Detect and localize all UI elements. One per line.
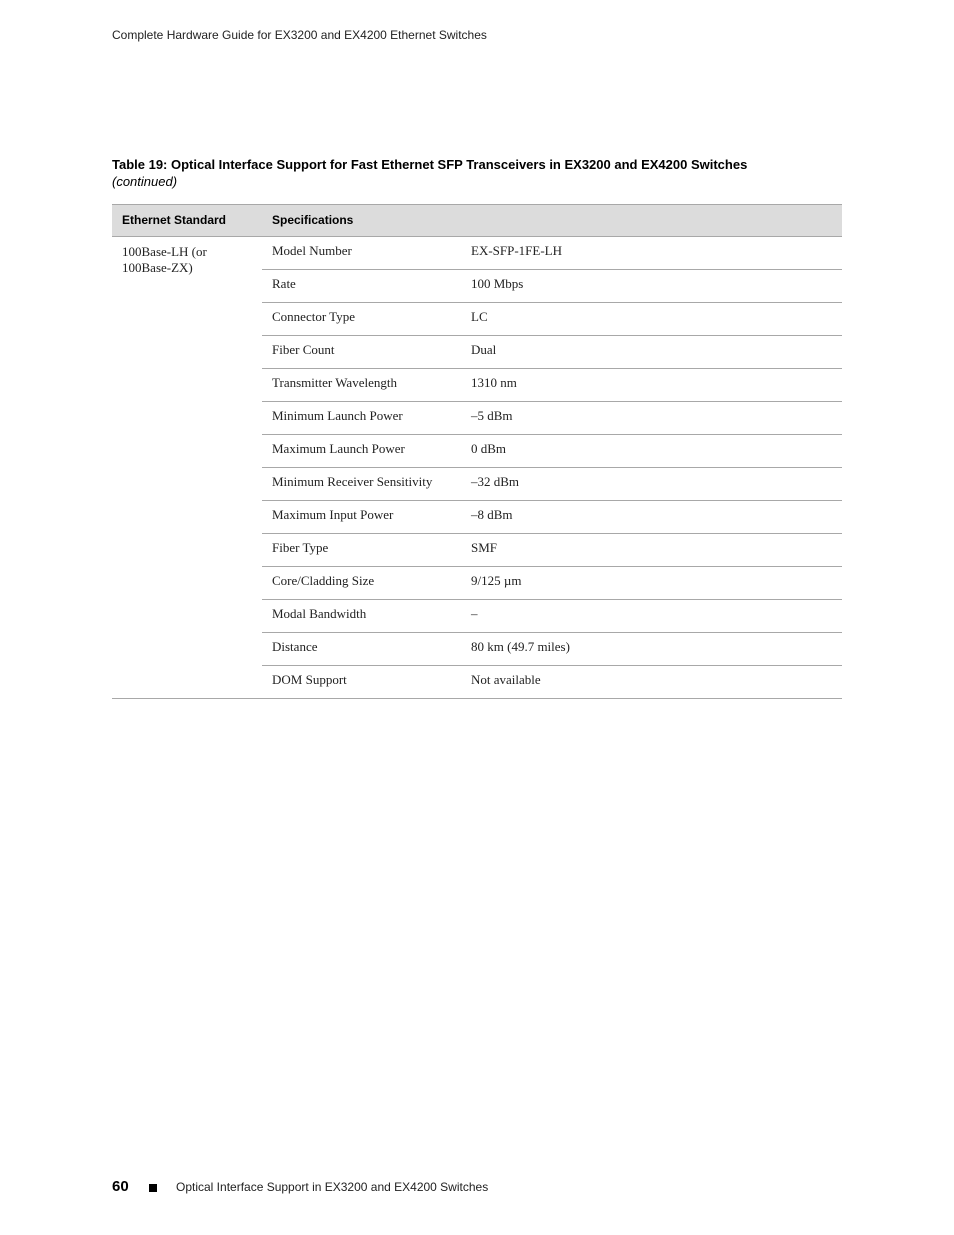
spec-name: Maximum Input Power: [272, 507, 394, 522]
table-row: [262, 336, 842, 369]
spec-value: 80 km (49.7 miles): [471, 639, 570, 654]
spec-value: –32 dBm: [471, 474, 520, 489]
table-body: [112, 237, 842, 699]
table-row: [262, 666, 842, 699]
table-caption-continued: (continued): [112, 174, 178, 189]
spec-value: 100 Mbps: [471, 276, 524, 291]
spec-value: SMF: [471, 540, 498, 555]
table-row: [262, 567, 842, 600]
spec-value: 0 dBm: [471, 441, 507, 456]
spec-value: Dual: [471, 342, 497, 357]
spec-value: 1310 nm: [471, 375, 517, 390]
table-row: [262, 270, 842, 303]
spec-name: Fiber Count: [272, 342, 335, 357]
spec-name: Distance: [272, 639, 318, 654]
table-row: [262, 534, 842, 567]
table-row: [262, 435, 842, 468]
square-bullet-icon: [149, 1184, 157, 1192]
spec-value: 9/125 µm: [471, 573, 522, 588]
spec-value: LC: [471, 309, 488, 324]
column-header-specifications: Specifications: [272, 213, 354, 227]
spec-name: Fiber Type: [272, 540, 329, 555]
table-row: [262, 633, 842, 666]
table-row: [262, 369, 842, 402]
table-row: [262, 468, 842, 501]
spec-name: Modal Bandwidth: [272, 606, 367, 621]
running-header: Complete Hardware Guide for EX3200 and EX4200 Ethernet Switches: [112, 28, 487, 42]
table-row: [262, 237, 842, 270]
spec-name: Connector Type: [272, 309, 355, 324]
table-row: [262, 303, 842, 336]
spec-value: Not available: [471, 672, 541, 687]
spec-name: Rate: [272, 276, 296, 291]
page-number: 60: [112, 1178, 129, 1195]
spec-name: DOM Support: [272, 672, 347, 687]
spec-name: Core/Cladding Size: [272, 573, 375, 588]
spec-name: Transmitter Wavelength: [272, 375, 397, 390]
ethernet-standard-cell: 100Base-LH (or 100Base-ZX): [122, 244, 207, 275]
table-row: [262, 501, 842, 534]
footer-section-title: Optical Interface Support in EX3200 and EX4200 Switches: [176, 1180, 489, 1194]
spec-name: Model Number: [272, 243, 352, 258]
table-row: [262, 600, 842, 633]
column-header-ethernet-standard: Ethernet Standard: [122, 213, 227, 227]
table-row: [262, 402, 842, 435]
spec-name: Minimum Launch Power: [272, 408, 403, 423]
table-header-row: [112, 204, 842, 237]
spec-table: [112, 204, 842, 699]
spec-value: –8 dBm: [471, 507, 513, 522]
spec-name: Maximum Launch Power: [272, 441, 405, 456]
table-caption-label: Table 19: Optical Interface Support for Fast Ethernet SFP Transceivers in EX3200 and EX4200 Switches: [112, 157, 748, 172]
spec-value: –5 dBm: [471, 408, 513, 423]
spec-name: Minimum Receiver Sensitivity: [272, 474, 433, 489]
spec-value: –: [471, 606, 478, 621]
table-caption: [112, 156, 812, 190]
spec-value: EX-SFP-1FE-LH: [471, 243, 563, 258]
spec-rows: [262, 237, 842, 699]
